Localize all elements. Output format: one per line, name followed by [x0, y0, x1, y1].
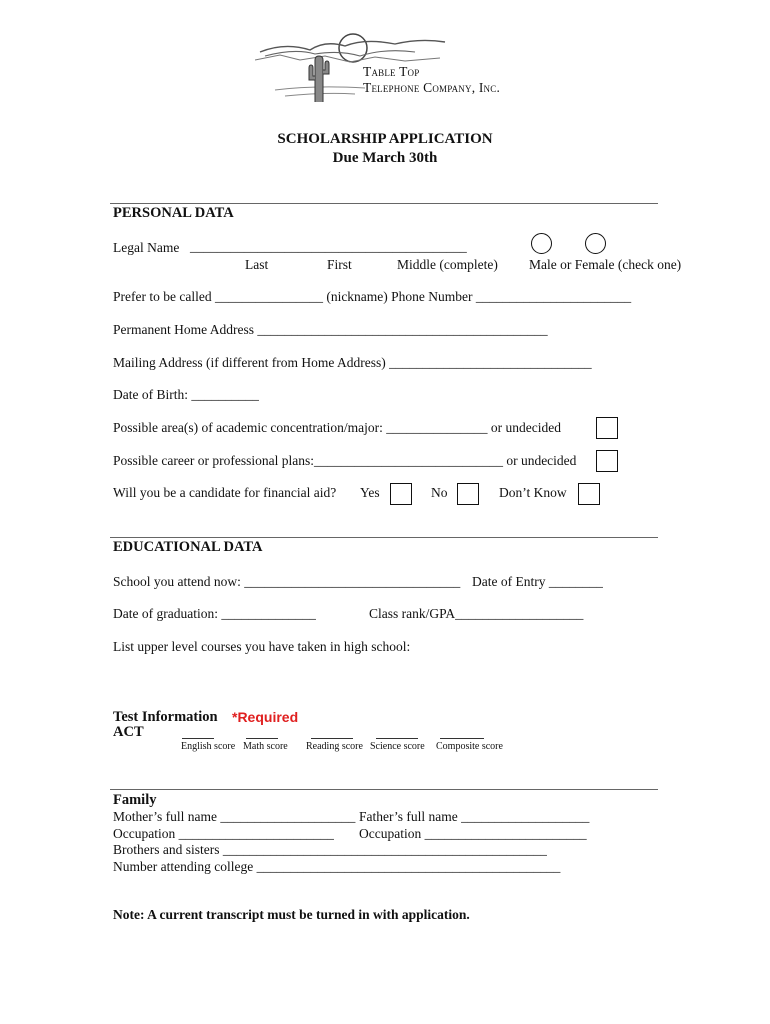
mother-occupation-line[interactable]: Occupation _______________________	[113, 826, 334, 841]
class-rank-line[interactable]: Class rank/GPA___________________	[369, 606, 584, 621]
graduation-date-line[interactable]: Date of graduation: ______________	[113, 606, 316, 621]
female-radio[interactable]	[585, 233, 606, 254]
divider	[110, 537, 658, 538]
legal-name-field[interactable]: _________________________________________	[190, 239, 467, 254]
father-occupation-line[interactable]: Occupation ________________________	[359, 826, 587, 841]
nickname-phone-line[interactable]: Prefer to be called ________________ (nickname) Phone Number _______________________	[113, 289, 632, 304]
required-marker: *Required	[232, 709, 299, 725]
sub-label-middle: Middle (complete)	[397, 257, 498, 272]
score-blank[interactable]	[376, 738, 418, 739]
gender-label: Male or Female (check one)	[529, 257, 682, 272]
academic-major-line[interactable]: Possible area(s) of academic concentration/major: _______________ or undecided	[113, 420, 561, 435]
aid-dont-know-checkbox[interactable]	[578, 483, 600, 505]
aid-dont-know-label: Don’t Know	[499, 485, 567, 500]
home-address-line[interactable]: Permanent Home Address ___________________________________________	[113, 322, 548, 337]
score-label: Composite score	[436, 741, 503, 752]
mother-name-line[interactable]: Mother’s full name ____________________	[113, 809, 356, 824]
aid-no-checkbox[interactable]	[457, 483, 479, 505]
date-of-birth-line[interactable]: Date of Birth: __________	[113, 387, 259, 402]
attending-college-line[interactable]: Number attending college _____________________________________________	[113, 859, 561, 874]
aid-yes-checkbox[interactable]	[390, 483, 412, 505]
courses-prompt: List upper level courses you have taken in high school:	[113, 639, 411, 654]
siblings-line[interactable]: Brothers and sisters ________________________________________________	[113, 842, 547, 857]
date-of-entry-line[interactable]: Date of Entry ________	[472, 574, 603, 589]
score-label: Reading score	[306, 741, 363, 752]
test-info-heading: Test Information	[113, 709, 218, 725]
company-name-line2: Telephone Company, Inc.	[363, 80, 501, 95]
divider	[110, 789, 658, 790]
company-name-line1: Table Top	[363, 64, 420, 79]
score-label: English score	[181, 741, 236, 752]
act-label: ACT	[113, 724, 144, 740]
section-heading-personal: PERSONAL DATA	[113, 205, 234, 221]
school-line[interactable]: School you attend now: ________________________________	[113, 574, 461, 589]
score-blank[interactable]	[440, 738, 484, 739]
aid-yes-label: Yes	[360, 485, 380, 500]
due-date: Due March 30th	[332, 150, 438, 166]
financial-aid-question: Will you be a candidate for financial aid?	[113, 485, 337, 500]
score-blank[interactable]	[182, 738, 214, 739]
father-name-line[interactable]: Father’s full name ___________________	[359, 809, 590, 824]
mailing-address-line[interactable]: Mailing Address (if different from Home Address) ______________________________	[113, 355, 592, 370]
score-blank[interactable]	[311, 738, 353, 739]
page-title: SCHOLARSHIP APPLICATION	[277, 131, 493, 147]
academic-undecided-checkbox[interactable]	[596, 417, 618, 439]
career-undecided-checkbox[interactable]	[596, 450, 618, 472]
legal-name-label: Legal Name	[113, 240, 180, 255]
sub-label-last: Last	[245, 257, 269, 272]
score-blank[interactable]	[246, 738, 278, 739]
family-heading: Family	[113, 792, 157, 808]
divider	[110, 203, 658, 204]
score-label: Science score	[370, 741, 425, 752]
transcript-note: Note: A current transcript must be turned in with application.	[113, 907, 470, 922]
sub-label-first: First	[327, 257, 352, 272]
score-label: Math score	[243, 741, 288, 752]
section-heading-educational: EDUCATIONAL DATA	[113, 539, 263, 555]
career-plans-line[interactable]: Possible career or professional plans:____________________________ or undecided	[113, 453, 577, 468]
aid-no-label: No	[431, 485, 448, 500]
male-radio[interactable]	[531, 233, 552, 254]
